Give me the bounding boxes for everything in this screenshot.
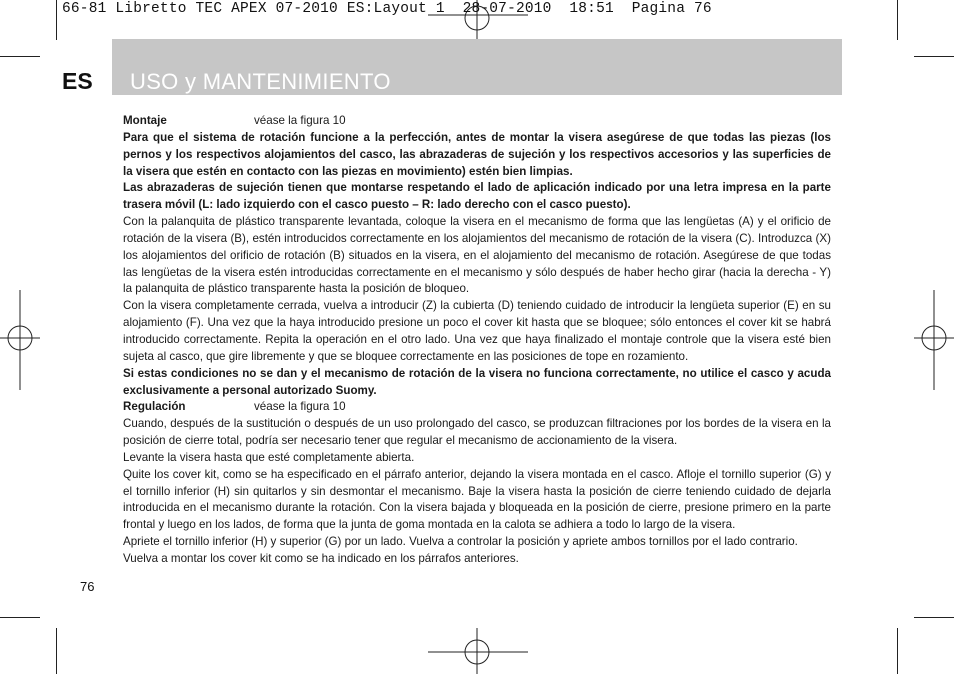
crop-mark [0, 56, 40, 57]
paragraph: Apriete el tornillo inferior (H) y superior (G) por un lado. Vuelva a controlar la posición y apriete ambos tornillos por el lado contrario. [123, 535, 798, 549]
crop-mark [897, 0, 898, 40]
language-code: ES [62, 68, 93, 94]
crop-mark [56, 0, 57, 40]
crop-mark [914, 56, 954, 57]
montaje-label: Montaje [123, 114, 167, 127]
montaje-heading [123, 113, 831, 130]
regulacion-label: Regulación [123, 400, 186, 414]
paragraph: Levante la visera hasta que esté completamente abierta. [123, 450, 415, 464]
paragraph: Vuelva a montar los cover kit como se ha indicado en los párrafos anteriores. [123, 551, 519, 565]
section-title: USO y MANTENIMIENTO [130, 69, 391, 94]
registration-mark-icon [914, 290, 954, 390]
paragraph: Las abrazaderas de sujeción tienen que montarse respetando el lado de aplicación indicado por una letra impresa en la parte trasera móvil (L: lado izquierdo con el casco puesto – R: lado derecho con el casco puesto). [123, 181, 831, 212]
regulacion-figure-ref: véase la figura 10 [254, 400, 346, 414]
print-slug: 66-81 Libretto TEC APEX 07-2010 ES:Layout 1 28-07-2010 18:51 Pagina 76 [62, 1, 712, 17]
crop-mark [0, 617, 40, 618]
crop-mark [56, 628, 57, 674]
paragraph: Cuando, después de la sustitución o después de un uso prolongado del casco, se produzcan filtraciones por los bordes de la visera en la posición de cierre total, podría ser necesario tener que regular el mecanismo de accionamiento de la visera. [123, 417, 831, 448]
montaje-figure-ref: véase la figura 10 [254, 114, 346, 127]
crop-mark [897, 628, 898, 674]
page-number: 76 [80, 579, 95, 594]
page-content [123, 113, 831, 568]
paragraph: Con la palanquita de plástico transparente levantada, coloque la visera en el mecanismo de forma que las lengüetas (A) y el orificio de rotación de la visera (B), estén introducidos correctamente en los alojamientos del mecanismo de rotación de la visera (C). Introduzca (X) los alojamientos del orificio de rotación (B) situados en la visera, en el alojamiento del mecanismo de rotación. Asegúrese de que todas las lengüetas de la visera estén introducidas correctamente en el mecanismo y sólo después de haber hecho girar (hacia la derecha - Y) la palanquita de plástico transparente hasta la posición de bloqueo. [123, 215, 831, 296]
paragraph: Para que el sistema de rotación funcione a la perfección, antes de montar la visera asegúrese de que todas las piezas (los pernos y los respectivos alojamientos del casco, las abrazaderas de sujeción y los respectivos accesorios y las superficies de la visera que estén en contacto con las piezas en movimiento) estén bien limpias. [123, 130, 831, 178]
regulacion-heading [123, 399, 831, 416]
registration-mark-icon [0, 290, 40, 390]
crop-mark [914, 617, 954, 618]
paragraph: Con la visera completamente cerrada, vuelva a introducir (Z) la cubierta (D) teniendo cuidado de introducir la lengüeta superior (E) en su alojamiento (F). Una vez que la haya introducido presione un poco el cover kit hasta que se bloquee; sólo entonces el cover kit se habrá introducido correctamente. Repita la operación en el otro lado. Una vez que haya finalizado el montaje controle que la visera esté bien sujeta al casco, que gire libremente y que se bloquee correctamente en las posiciones de tope en rozamiento. [123, 299, 831, 363]
paragraph: Quite los cover kit, como se ha especificado en el párrafo anterior, dejando la visera montada en el casco. Afloje el tornillo superior (G) y el tornillo inferior (H) sin quitarlos y sin desmontar el mecanismo. Baje la visera hasta la posición de cierre teniendo cuidado de dejarla introducida en el mecanismo durante la rotación. Con la visera bajada y bloqueada en la posición de cierre, presione primero en la parte frontal y luego en los lados, de forma que la junta de goma montada en la calota se adhiera a todo lo largo de la visera. [123, 467, 831, 532]
paragraph: Si estas condiciones no se dan y el mecanismo de rotación de la visera no funciona correctamente, no utilice el casco y acuda exclusivamente a personal autorizado Suomy. [123, 366, 831, 397]
registration-mark-icon [428, 628, 528, 674]
